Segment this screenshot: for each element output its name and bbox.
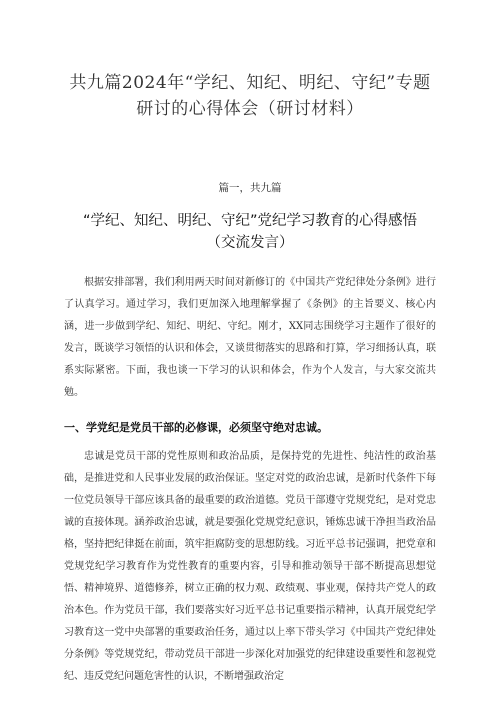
body-paragraph: 忠诚是党员干部的党性原则和政治品质，是保持党的先进性、纯洁性的政治基础，是推进党和人民事业发展的政治保证。坚定对党的政治忠诚，是新时代条件下每一位党员领导干部应该具备的最重要的政治道德。党员干部遵守党规党纪，是对党忠诚的直接体现。涵养政治忠诚，就是要强化党规党纪意识，锤炼忠诚干净担当政治品格，坚持把纪律挺在前面，筑牢拒腐防变的思想防线。习近平总书记强调，把党章和党规党纪学习教育作为党性教育的重要内容，引导和推动领导干部不断提高思想觉悟、精神境界、道德修养，树立正确的权力观、政绩观、事业观，保持共产党人的政治本色。作为党员干部，我们要落实好习近平总书记重要指示精神，认真开展党纪学习教育这一党中央部署的重要政治任务，通过以上率下带头学习《中国共产党纪律处分条例》等党规党纪，带动党员干部进一步深化对加强党的纪律建设重要性和忽视党纪、违反党纪问题危害性的认识，不断增强政治定 (64, 451, 436, 682)
section-title: “学纪、知纪、明纪、守纪”党纪学习教育的心得感悟（交流发言） (82, 213, 418, 251)
intro-paragraph: 根据安排部署，我们利用两天时间对新修订的《中国共产党纪律处分条例》进行了认真学习。通过学习，我们更加深入地理解掌握了《条例》的主旨要义、核心内涵，进一步做到学纪、知纪、明纪、守纪。刚才，XX同志围绕学习主题作了很好的发言，既谈学习领悟的认识和体会，又谈贯彻落实的思路和打算，学习细扬认真，联系实际紧密。下面，我也谈一下学习的认识和体会，作为个人发言，与大家交流共勉。 (64, 277, 436, 398)
document-title: 共九篇2024年“学纪、知纪、明纪、守纪”专题研讨的心得体会（研讨材料） (69, 73, 431, 119)
chapter-label: 篇一，共九篇 (218, 182, 282, 194)
heading-loyalty: 一、学党纪是党员干部的必修课，必须坚守绝对忠诚。 (64, 421, 328, 434)
